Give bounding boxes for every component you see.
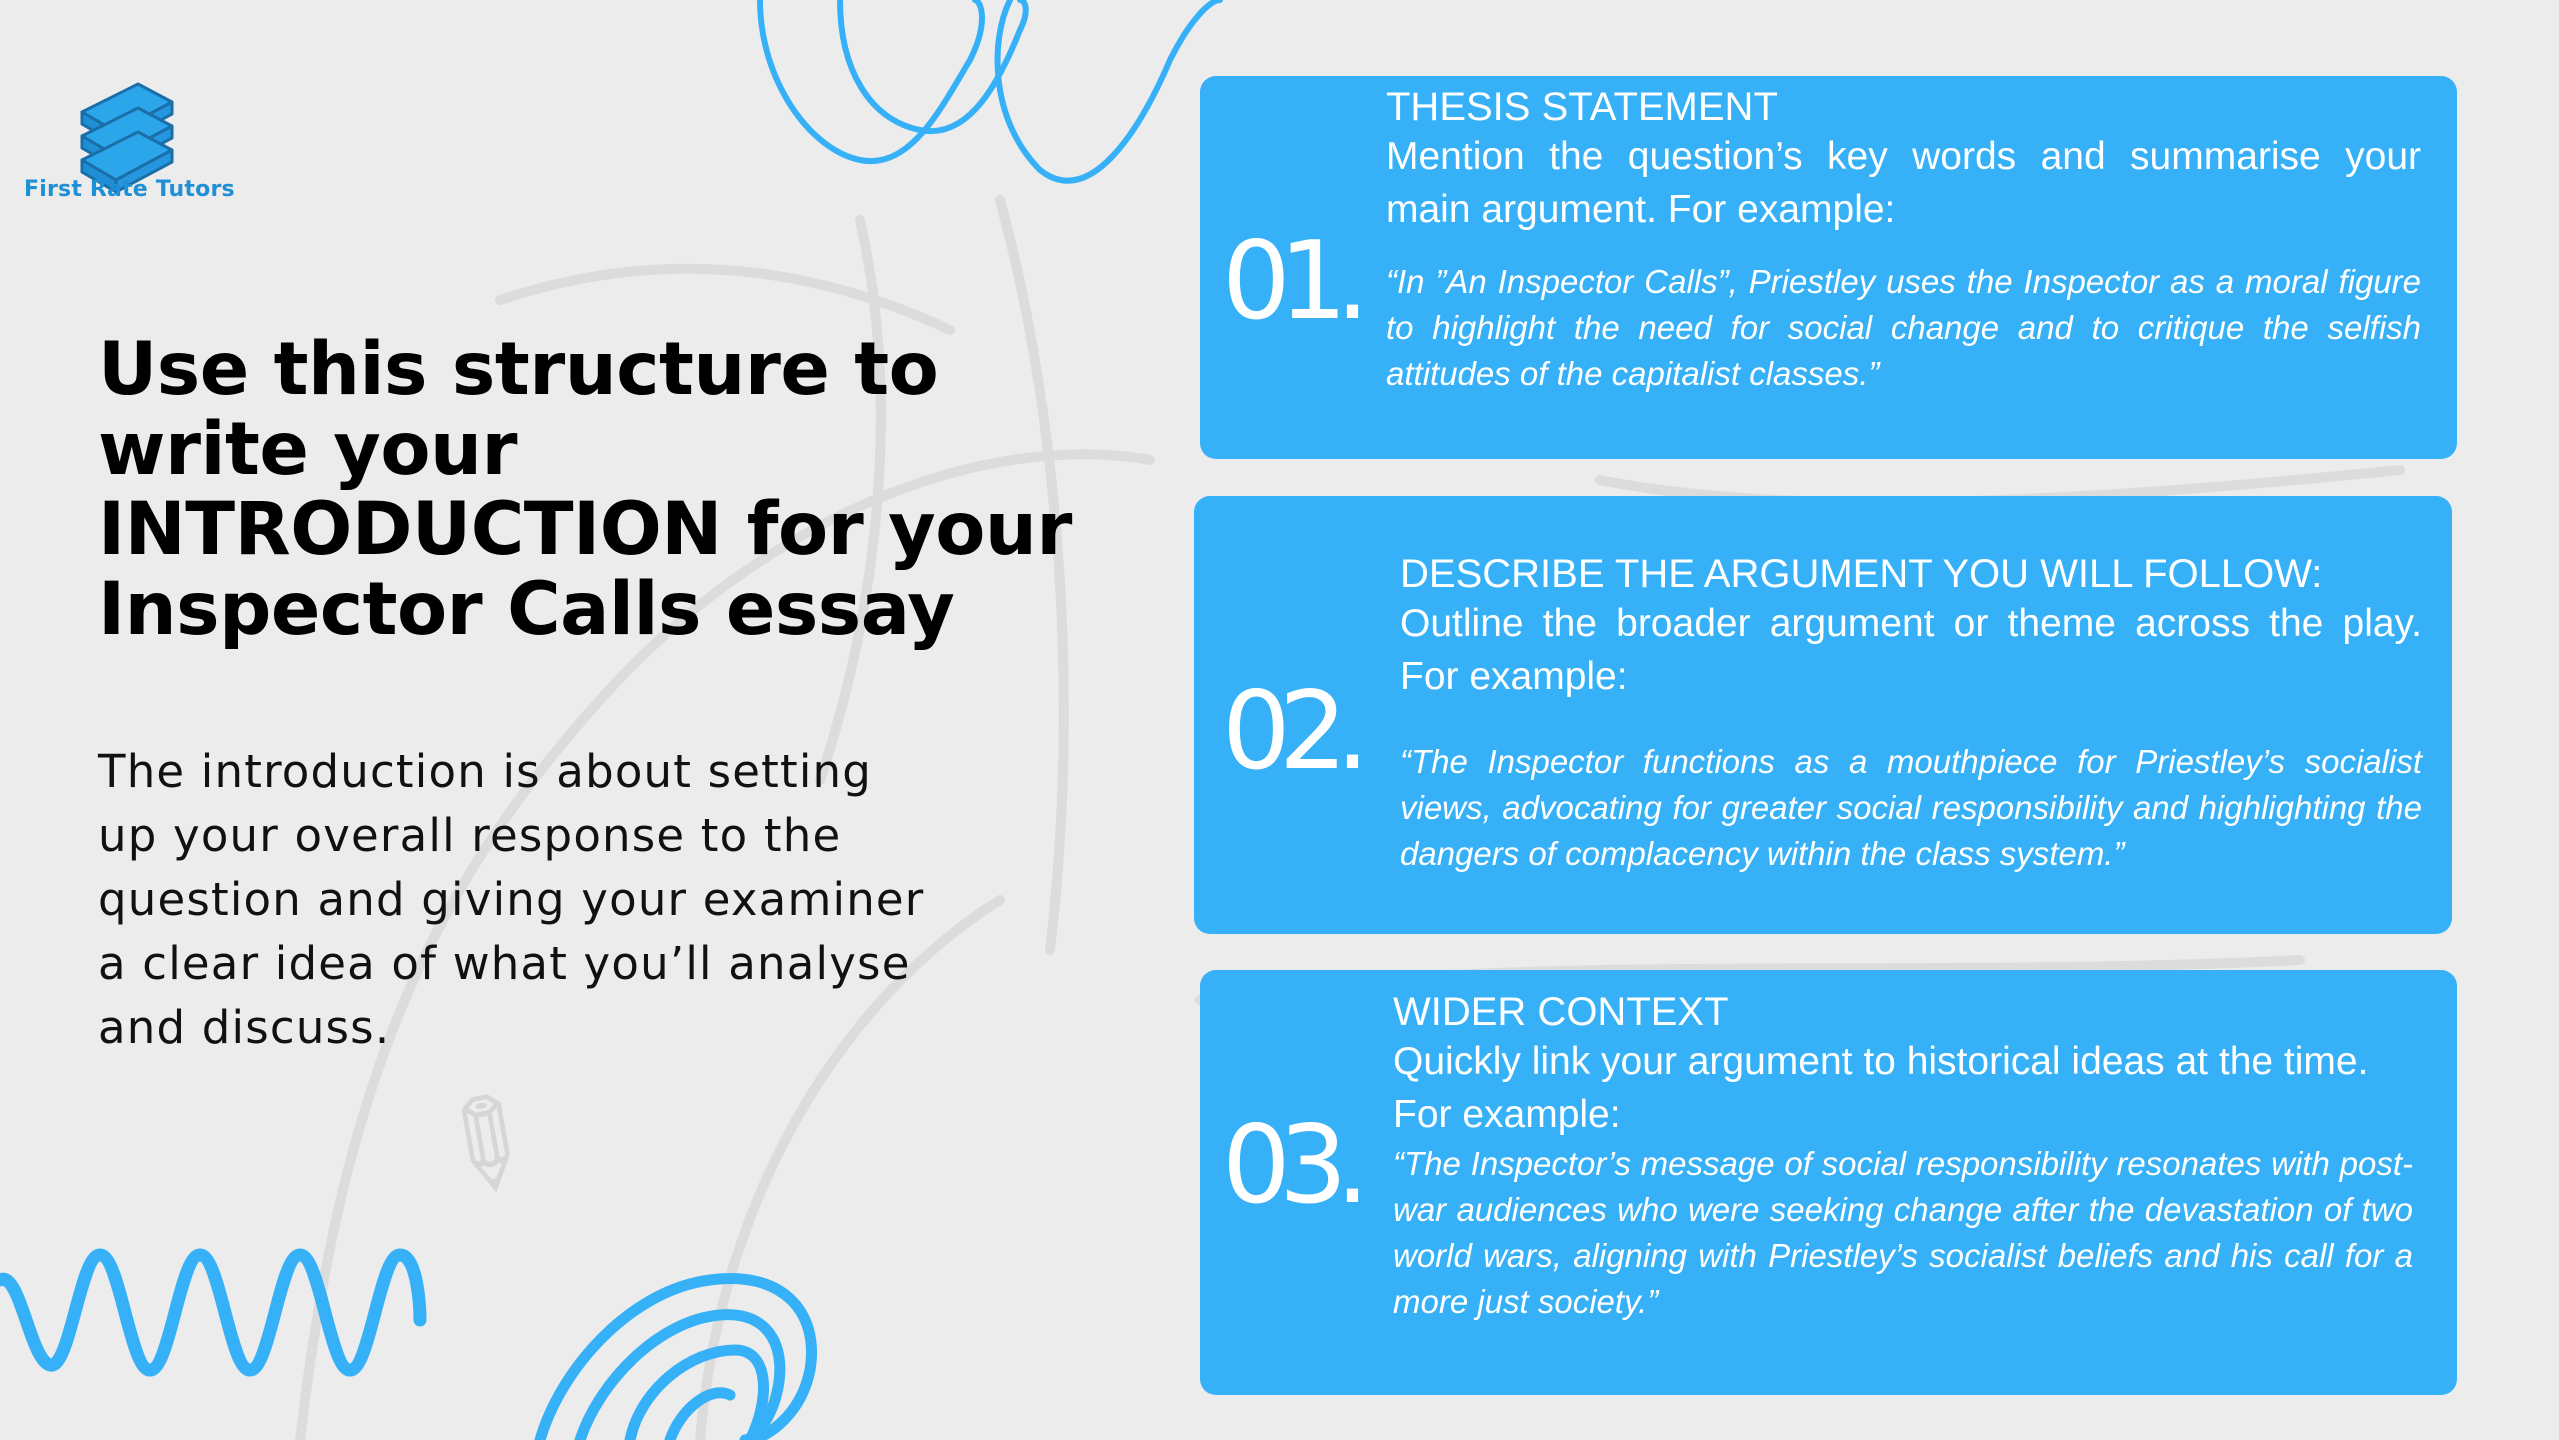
title-line: Inspector Calls essay [98,567,955,652]
title-line: Use this structure to [98,327,939,412]
step-content-2 [1400,551,2422,877]
intro-line: question and giving your examiner [98,873,925,926]
decorative-scribble-ball [520,1250,850,1440]
intro-line: up your overall response to the [98,809,842,862]
step-number-3: 03. [1222,1103,1358,1228]
step-example-3: “The Inspector’s message of social responsibility resonates with post-war audiences who were seeking change after the devastation of two world wars, aligning with Priestley’s socialist beliefs and his call for a more just society.” [1393,1145,2413,1320]
brand-name: First Rate Tutors [24,177,235,202]
decorative-zigzag [0,1230,430,1390]
page-title [98,327,1098,652]
step-number-2: 02. [1222,669,1358,794]
intro-line: The introduction is about setting [98,745,873,798]
intro-line: and discuss. [98,1001,391,1054]
step-text-3: Quickly link your argument to historical ideas at the time. [1393,1040,2369,1083]
step-content-3 [1393,989,2413,1325]
intro-line: a clear idea of what you’ll analyse [98,937,911,990]
step-text-2: Outline the broader argument or theme across the play. For example: [1400,602,2422,698]
step-example-1: “In ”An Inspector Calls”, Priestley uses the Inspector as a moral figure to highlight the need for social change and to critique the selfish attitudes of the capitalist classes.” [1386,263,2421,392]
step-text-1: Mention the question’s key words and summarise your main argument. For example: [1386,135,2421,231]
step-example-2: “The Inspector functions as a mouthpiece for Priestley’s socialist views, advocating for greater social responsibility and highlighting the dangers of complacency within the class system.” [1400,743,2422,872]
decorative-scribble-top [740,0,1260,200]
step-text-3b: For example: [1393,1093,1621,1136]
title-line: write your [98,407,517,492]
step-title-3: WIDER CONTEXT [1393,990,1729,1034]
step-content-1 [1386,84,2421,397]
step-number-1: 01. [1222,219,1358,344]
step-title-2: DESCRIBE THE ARGUMENT YOU WILL FOLLOW: [1400,552,2323,596]
svg-text:✎: ✎ [403,1059,566,1232]
intro-paragraph [98,740,998,1060]
title-line: INTRODUCTION for your [98,487,1072,572]
step-title-1: THESIS STATEMENT [1386,85,1778,129]
